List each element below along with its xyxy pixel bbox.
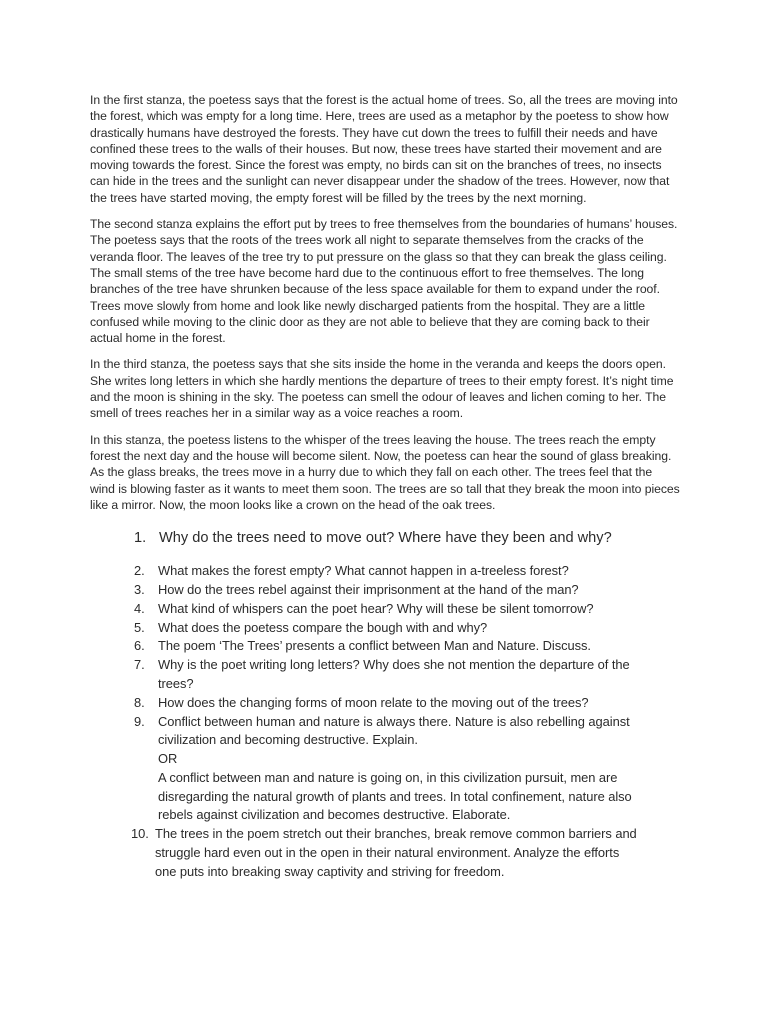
question-item [90,581,680,600]
question-item [90,529,680,548]
question-line: A conflict between man and nature is going on, in this civilization pursuit, men are [158,769,618,785]
question-line: How does the changing forms of moon relate to the moving out of the trees? [158,694,589,710]
question-item [90,637,680,656]
question-item [90,619,680,638]
question-number: 2. [134,563,145,579]
question-number: 1. [134,530,147,547]
question-line: one puts into breaking sway captivity and striving for freedom. [155,863,505,879]
question-text: Why do the trees need to move out? Where have they been and why? [159,530,612,547]
question-line: What does the poetess compare the bough with and why? [158,619,488,635]
question-item [90,825,680,881]
question-item [90,713,680,826]
question-line: civilization and becoming destructive. Explain. [158,732,418,748]
question-line: rebels against civilization and becomes destructive. Elaborate. [158,807,511,823]
question-list [90,562,680,882]
question-text [158,600,680,619]
question-line: Why is the poet writing long letters? Why does she not mention the departure of the [158,657,630,673]
question-line: trees? [158,675,194,691]
question-line: Conflict between human and nature is always there. Nature is also rebelling against [158,713,630,729]
question-item [90,656,680,694]
paragraph-third-stanza: In the third stanza, the poetess says that she sits inside the home in the veranda and keeps the doors open. She writes long letters in which she hardly mentions the departure of trees to their empty forest. It’s night time and the moon is shining in the sky. The poetess can smell the odour of leaves and lichen coming to her. The smell of trees reaches her in a similar way as a voice reaches a room. [90,357,674,421]
question-number: 6. [134,638,145,654]
question-number: 10. [131,826,149,842]
paragraph-first-stanza: In the first stanza, the poetess says that the forest is the actual home of trees. So, all the trees are moving into the forest, which was empty for a long time. Here, trees are used as a metaphor by the poetess to show how drastically humans have destroyed the forests. They have cut down the trees to fulfill their needs and have confined these trees to the walls of their houses. But now, these trees have started their movement and are moving towards the forest. Since the forest was empty, no birds can sit on the branches of trees, no insects can hide in the trees and the sunlight can never disappear under the shadow of the trees. However, now that the trees have started moving, the empty forest will be filled by the trees by the next morning. [90,93,678,205]
paragraph-second-stanza: The second stanza explains the effort put by trees to free themselves from the boundaries of humans’ houses. The poetess says that the roots of the trees work all night to separate themselves from the cracks of the veranda floor. The leaves of the tree try to put pressure on the glass so that they can break the glass ceiling. The small stems of the tree have become hard due to the continuous effort to free themselves. The long branches of the tree have shrunken because of the less space available for them to expand under the roof. Trees move slowly from home and look like newly discharged patients from the hospital. They are a little confused while moving to the clinic door as they are not able to believe that they are coming back to their actual home in the forest. [90,217,678,346]
question-item [90,562,680,581]
question-number: 7. [134,657,145,673]
question-item [90,600,680,619]
paragraph-fourth-stanza: In this stanza, the poetess listens to the whisper of the trees leaving the house. The trees reach the empty forest the next day and the house will become silent. Now, the poetess can hear the sound of glass breaking. As the glass breaks, the trees move in a hurry due to which they fall on each other. The trees feel that the wind is blowing faster as it wants to meet them soon. The trees are so tall that they break the moon into pieces like a mirror. Now, the moon looks like a crown on the head of the oak trees. [90,432,680,512]
question-line: How do the trees rebel against their imprisonment at the hand of the man? [158,581,579,597]
question-number: 3. [134,581,145,597]
question-or: OR [158,751,178,767]
question-line: What makes the forest empty? What cannot happen in a-treeless forest? [158,563,569,579]
question-line: What kind of whispers can the poet hear? Why will these be silent tomorrow? [158,600,594,616]
question-number: 4. [134,600,145,616]
question-list-heading [90,529,680,548]
question-line: struggle hard even out in the open in their natural environment. Analyze the efforts [155,845,620,861]
question-text [158,637,680,656]
question-line: The trees in the poem stretch out their branches, break remove common barriers and [155,826,637,842]
question-number: 5. [134,619,145,635]
question-item [90,694,680,713]
question-line: disregarding the natural growth of plants and trees. In total confinement, nature also [158,788,632,804]
question-number: 9. [134,713,145,729]
question-text [158,656,680,694]
question-text [158,562,680,581]
question-text [158,619,680,638]
question-text [158,713,680,826]
question-text [155,825,680,881]
question-text [158,694,680,713]
document-page [90,92,680,882]
question-text [158,581,680,600]
question-line: The poem ‘The Trees’ presents a conflict between Man and Nature. Discuss. [158,638,591,654]
question-number: 8. [134,694,145,710]
